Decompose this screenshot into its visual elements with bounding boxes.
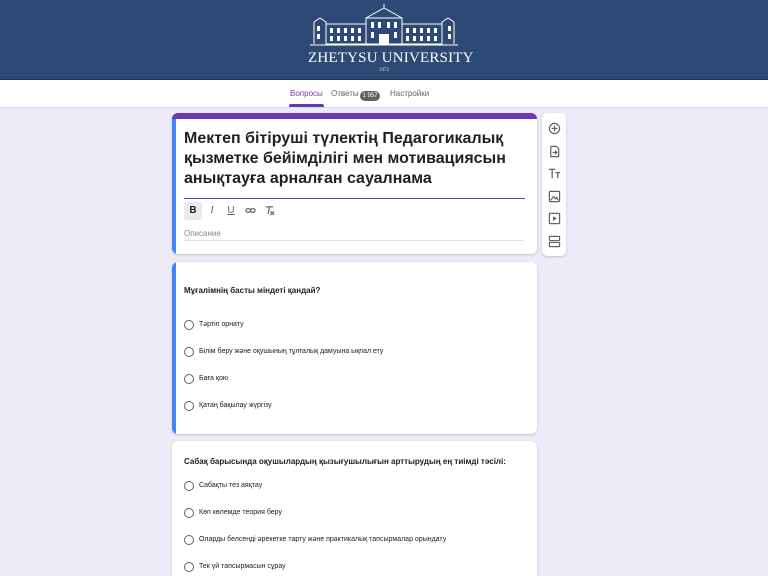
question-title[interactable]: Сабақ барысында оқушылардың қызығушылығын арттырудың ең тиімді тәсілі: bbox=[184, 457, 506, 466]
university-building-icon bbox=[308, 4, 460, 50]
title-card-accent bbox=[172, 113, 537, 119]
radio-button[interactable] bbox=[184, 535, 194, 545]
header-banner bbox=[0, 0, 768, 80]
responses-count-badge: 1 957 bbox=[360, 91, 380, 101]
form-title-card[interactable] bbox=[172, 113, 537, 254]
option-label: Қатаң бақылау жүргізу bbox=[199, 402, 272, 409]
tab-questions[interactable]: Вопросы bbox=[290, 89, 323, 98]
university-logo bbox=[308, 4, 474, 76]
form-description-field[interactable]: Описание bbox=[184, 229, 221, 238]
tab-settings[interactable]: Настройки bbox=[390, 89, 430, 98]
option-label: Тек үй тапсырмасын сұрау bbox=[199, 563, 286, 570]
question-title[interactable]: Мұғалімнің басты міндеті қандай? bbox=[184, 286, 321, 295]
radio-button[interactable] bbox=[184, 508, 194, 518]
option-label: Сабақты тез аяқтау bbox=[199, 482, 263, 489]
radio-button[interactable] bbox=[184, 320, 194, 330]
tab-bar bbox=[0, 80, 768, 108]
question-card-2[interactable] bbox=[172, 441, 537, 576]
underline-icon[interactable]: U bbox=[227, 205, 235, 216]
clear-format-icon[interactable] bbox=[260, 202, 278, 220]
radio-button[interactable] bbox=[184, 481, 194, 491]
title-underline bbox=[184, 198, 525, 199]
option-label: Тәртіп орнату bbox=[199, 321, 244, 328]
italic-icon[interactable]: I bbox=[210, 205, 214, 216]
tab-responses[interactable]: Ответы bbox=[331, 89, 359, 98]
side-toolbar bbox=[542, 113, 566, 256]
add-video-icon[interactable] bbox=[546, 210, 562, 226]
import-questions-icon[interactable] bbox=[546, 143, 562, 159]
link-icon[interactable] bbox=[241, 202, 259, 220]
form-title[interactable]: Мектеп бітіруші түлектің Педагогикалық қызметке бейімділігі мен мотивациясын анықтауға арналған сауалнама bbox=[184, 130, 506, 187]
university-name: ZHETYSU UNIVERSITY bbox=[308, 50, 474, 66]
bold-icon[interactable]: B bbox=[184, 202, 202, 220]
radio-button[interactable] bbox=[184, 347, 194, 357]
add-question-icon[interactable] bbox=[546, 120, 562, 136]
add-image-icon[interactable] bbox=[546, 188, 562, 204]
option-label: Білім беру және оқушының тұлғалық дамуына ықпал ету bbox=[199, 348, 384, 355]
option-label: Оларды белсенді әрекетке тарту және практикалық тапсырмалар орындату bbox=[199, 536, 447, 543]
active-tab-indicator bbox=[289, 104, 324, 107]
option-label: Көп көлемде теория беру bbox=[199, 509, 282, 516]
active-card-indicator bbox=[172, 262, 176, 434]
question-card-1[interactable] bbox=[172, 262, 537, 434]
radio-button[interactable] bbox=[184, 401, 194, 411]
add-title-icon[interactable] bbox=[546, 165, 562, 181]
university-year: 1972 bbox=[379, 68, 389, 73]
radio-button[interactable] bbox=[184, 374, 194, 384]
radio-button[interactable] bbox=[184, 562, 194, 572]
active-card-indicator bbox=[172, 119, 176, 254]
description-underline bbox=[184, 240, 524, 241]
option-label: Баға қою bbox=[199, 375, 229, 382]
add-section-icon[interactable] bbox=[546, 233, 562, 249]
